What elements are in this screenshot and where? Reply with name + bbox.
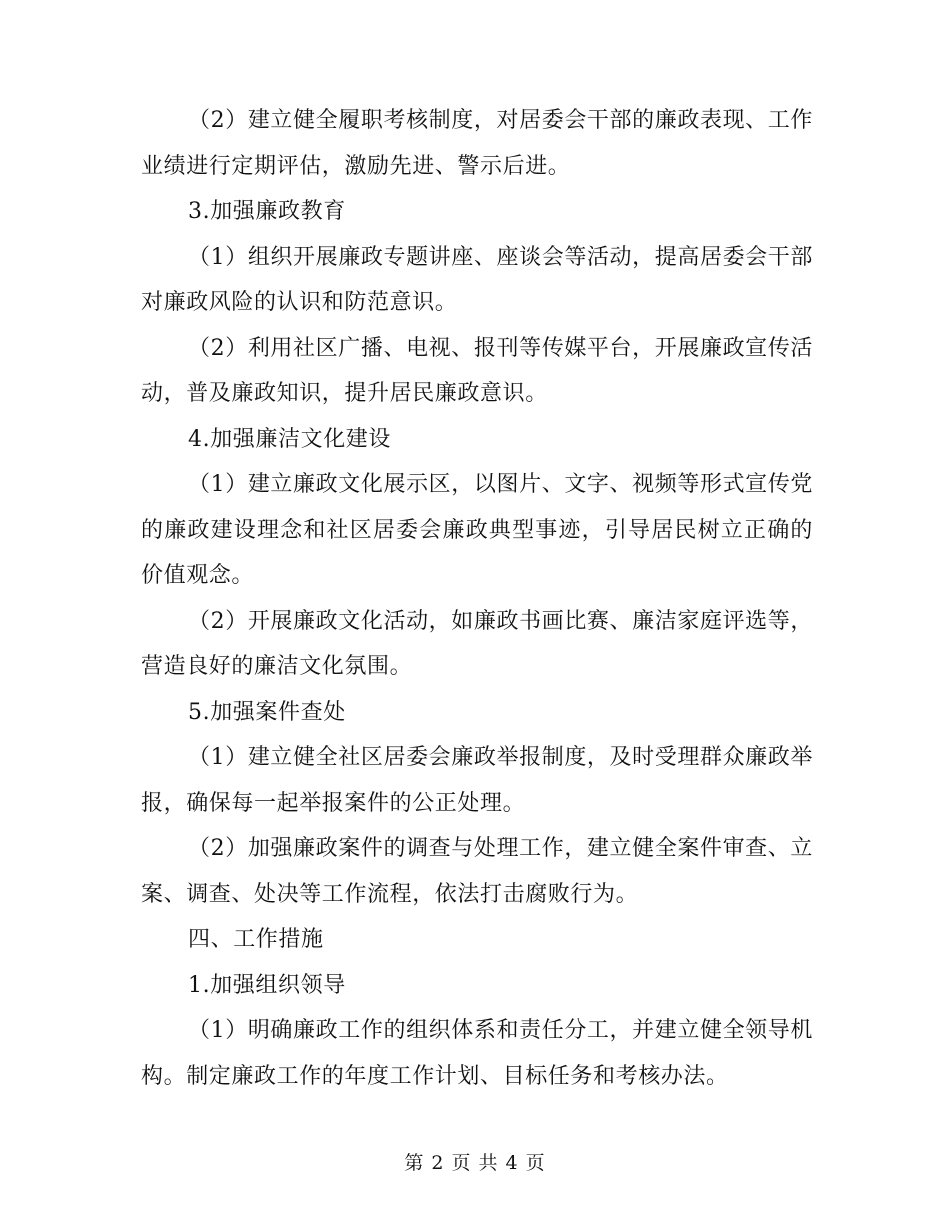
page-number-footer: 第 2 页 共 4 页	[404, 1152, 546, 1174]
section-heading: 3.加强廉政教育	[188, 199, 346, 224]
chapter-heading: 四、工作措施	[188, 927, 324, 952]
paragraph: （2）开展廉政文化活动，如廉政书画比赛、廉洁家庭评选等，营造良好的廉洁文化氛围。	[141, 608, 813, 679]
paragraph: （2）利用社区广播、电视、报刊等传媒平台，开展廉政宣传活动，普及廉政知识，提升居民廉政意识。	[141, 335, 813, 406]
paragraph: （1）建立健全社区居委会廉政举报制度，及时受理群众廉政举报，确保每一起举报案件的公正处理。	[141, 745, 813, 816]
section-heading: 5.加强案件查处	[188, 699, 346, 725]
paragraph: （1）组织开展廉政专题讲座、座谈会等活动，提高居委会干部对廉政风险的认识和防范意识。	[141, 244, 813, 315]
paragraph: （2）建立健全履职考核制度，对居委会干部的廉政表现、工作业绩进行定期评估，激励先进、警示后进。	[141, 108, 813, 179]
section-heading: 4.加强廉洁文化建设	[188, 426, 391, 452]
paragraph: （2）加强廉政案件的调查与处理工作，建立健全案件审查、立案、调查、处决等工作流程，依法打击腐败行为。	[141, 836, 813, 907]
paragraph: （1）明确廉政工作的组织体系和责任分工，并建立健全领导机构。制定廉政工作的年度工作计划、目标任务和考核办法。	[141, 1018, 813, 1089]
paragraph: （1）建立廉政文化展示区，以图片、文字、视频等形式宣传党的廉政建设理念和社区居委会廉政典型事迹，引导居民树立正确的价值观念。	[141, 472, 813, 588]
document-body	[141, 98, 813, 1099]
section-heading: 1.加强组织领导	[188, 972, 346, 998]
